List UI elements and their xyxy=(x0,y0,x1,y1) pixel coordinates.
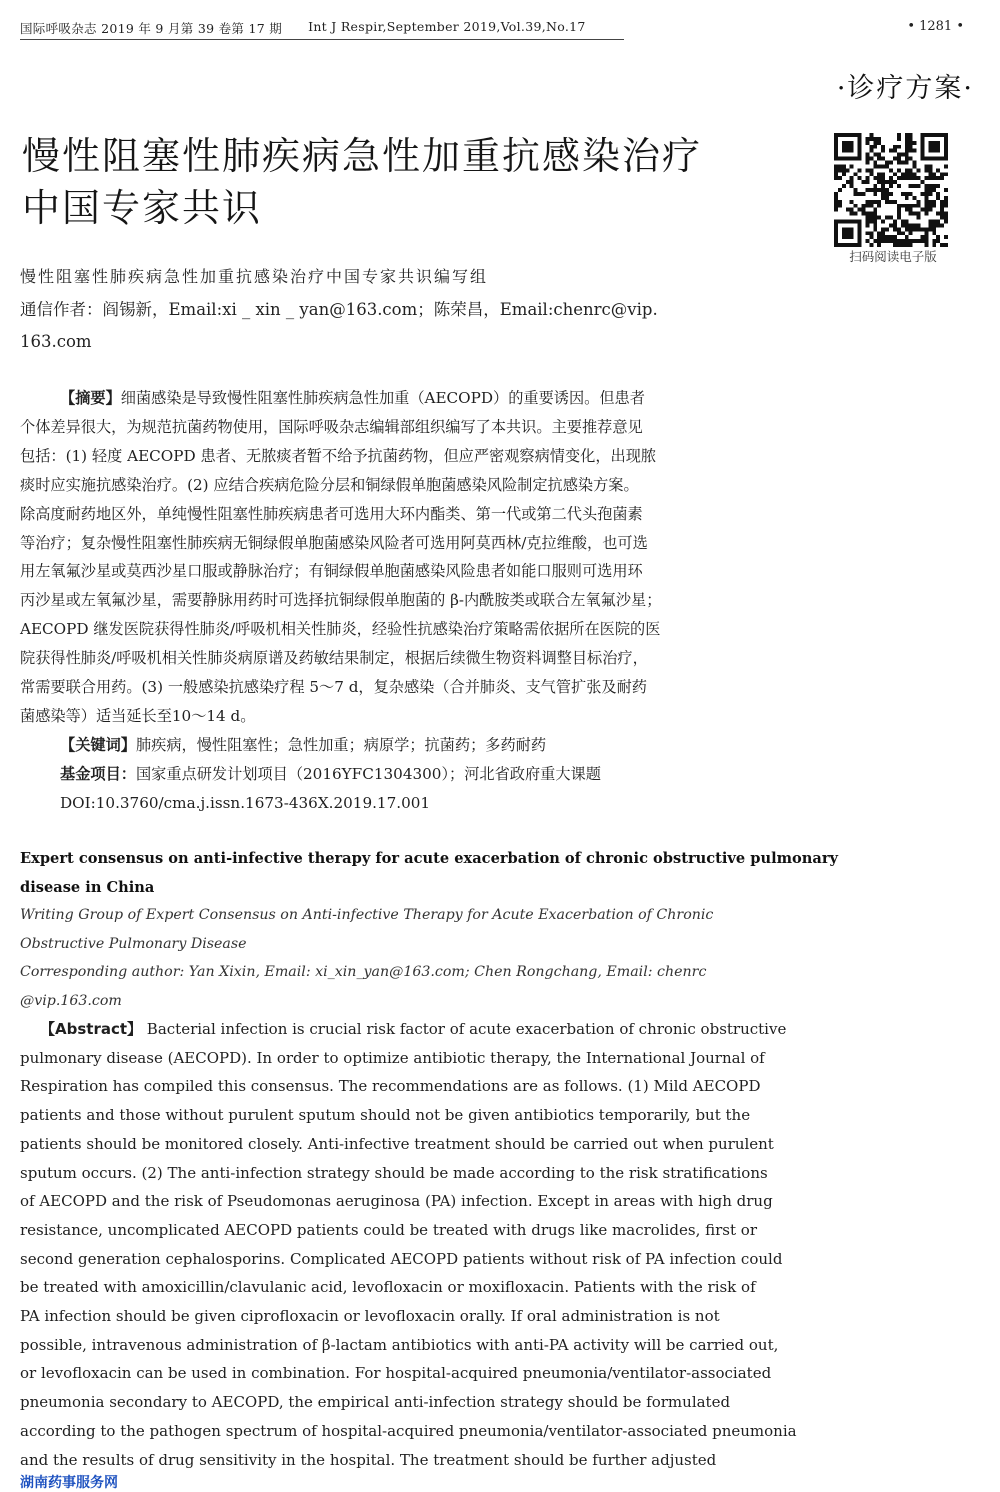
english-title xyxy=(20,844,839,902)
section-label: ·诊疗方案· xyxy=(836,73,974,104)
abstract-cn-line: 痰时应实施抗感染治疗。(2) 应结合疾病危险分层和铜绿假单胞菌感染风险制定抗感染方案。 xyxy=(20,475,639,494)
funding: 基金项目：国家重点研发计划项目（2016YFC1304300）；河北省政府重大课题 xyxy=(60,764,601,783)
title-line: 慢性阻塞性肺疾病急性加重抗感染治疗 xyxy=(22,134,703,178)
site-watermark: 湖南药事服务网 xyxy=(20,1475,118,1491)
author-group: 慢性阻塞性肺疾病急性加重抗感染治疗中国专家共识编写组 xyxy=(20,267,489,286)
abstract-en-line: and the results of drug sensitivity in the hospital. The treatment should be further adjusted xyxy=(20,1450,717,1469)
abstract-cn-line: 院获得性肺炎/呼吸机相关性肺炎病原谱及药敏结果制定，根据后续微生物资料调整目标治疗， xyxy=(20,649,648,668)
abstract-en-line: resistance, uncomplicated AECOPD patients could be treated with drugs like macrolides, first or xyxy=(20,1220,757,1239)
abstract-en-line: patients should be monitored closely. Anti-infective treatment should be carried out when purulent xyxy=(20,1134,774,1153)
english-group-line: Writing Group of Expert Consensus on Anti-infective Therapy for Acute Exacerbation of Chronic xyxy=(20,907,714,923)
abstract-cn-line: 丙沙星或左氧氟沙星，需要静脉用药时可选择抗铜绿假单胞菌的 β-内酰胺类或联合左氧氟沙星； xyxy=(20,591,662,610)
abstract-en-line: be treated with amoxicillin/clavulanic acid, levofloxacin or moxifloxacin. Patients with the risk of xyxy=(20,1278,756,1297)
journal-name-cn: 国际呼吸杂志 2019 年 9 月第 39 卷第 17 期 xyxy=(20,21,283,36)
abstract-cn-line: 等治疗；复杂慢性阻塞性肺疾病无铜绿假单胞菌感染风险者可选用阿莫西林/克拉维酸，也可选 xyxy=(20,533,648,552)
doi[interactable]: DOI:10.3760/cma.j.issn.1673-436X.2019.17.001 xyxy=(60,793,431,812)
qr-caption: 扫码阅读电子版 xyxy=(849,249,937,264)
english-corr-line: Corresponding author: Yan Xixin, Email: xi_xin_yan@163.com; Chen Rongchang, Email: chenrc xyxy=(20,964,707,981)
abstract-cn-line: 包括：(1) 轻度 AECOPD 患者、无脓痰者暂不给予抗菌药物，但应严密观察病情变化，出现脓 xyxy=(20,446,657,465)
abstract-en-line: possible, intravenous administration of β-lactam antibiotics with anti-PA activity will be carried out, xyxy=(20,1335,779,1354)
abstract-en-label: 【Abstract】 xyxy=(40,1020,143,1038)
article-title xyxy=(22,130,802,234)
funding-label: 基金项目： xyxy=(60,764,136,783)
abstract-en-line: according to the pathogen spectrum of hospital-acquired pneumonia/ventilator-associated pneumonia xyxy=(20,1421,797,1440)
page-number: • 1281 • xyxy=(907,19,964,34)
abstract-en-line: pulmonary disease (AECOPD). In order to optimize antibiotic therapy, the International Journal of xyxy=(20,1048,765,1067)
abstract-cn-line: AECOPD 继发医院获得性肺炎/呼吸机相关性肺炎，经验性抗感染治疗策略需依据所在医院的医 xyxy=(20,620,661,639)
english-title-line: Expert consensus on anti-infective therapy for acute exacerbation of chronic obstructive pulmonary xyxy=(20,850,839,867)
english-corr-line: @vip.163.com xyxy=(20,992,122,1009)
corresponding-authors xyxy=(20,294,780,358)
abstract-en-line: sputum occurs. (2) The anti-infection strategy should be made according to the risk stratifications xyxy=(20,1163,768,1182)
abstract-en xyxy=(20,1015,797,1474)
abstract-en-line: second generation cephalosporins. Complicated AECOPD patients without risk of PA infection could xyxy=(20,1249,783,1268)
journal-name-en: Int J Respir,September 2019,Vol.39,No.17 xyxy=(308,19,586,34)
abstract-en-line: or levofloxacin can be used in combination. For hospital-acquired pneumonia/ventilator-associated xyxy=(20,1364,772,1383)
abstract-cn-line: 个体差异很大，为规范抗菌药物使用，国际呼吸杂志编辑部组织编写了本共识。主要推荐意见 xyxy=(20,417,643,436)
keywords-label: 【关键词】 xyxy=(60,735,136,754)
corr-line: 通信作者：阎锡新，Email:xi _ xin _ yan@163.com；陈荣昌，Email:chenrc@vip. xyxy=(20,300,658,319)
abstract-en-line: of AECOPD and the risk of Pseudomonas aeruginosa (PA) infection. Except in areas with high drug xyxy=(20,1192,773,1211)
english-group-line: Obstructive Pulmonary Disease xyxy=(20,935,247,952)
abstract-cn-first-line: 【摘要】细菌感染是导致慢性阻塞性肺疾病急性加重（AECOPD）的重要诱因。但患者 xyxy=(60,389,645,407)
english-title-line: disease in China xyxy=(20,879,155,896)
abstract-en-line: Respiration has compiled this consensus. The recommendations are as follows. (1) Mild AECOPD xyxy=(20,1077,761,1096)
abstract-en-first-line: 【Abstract】 Bacterial infection is crucial risk factor of acute exacerbation of chronic obstructive xyxy=(40,1020,787,1038)
abstract-en-line: patients and those without purulent sputum should not be given antibiotics temporarily, but the xyxy=(20,1106,751,1125)
keywords: 【关键词】肺疾病，慢性阻塞性；急性加重；病原学；抗菌药；多药耐药 xyxy=(60,735,546,754)
abstract-cn-line: 常需要联合用药。(3) 一般感染抗感染疗程 5～7 d，复杂感染（合并肺炎、支气管扩张及耐药 xyxy=(20,678,647,697)
corr-line: 163.com xyxy=(20,332,92,351)
abstract-cn xyxy=(20,384,780,818)
abstract-cn-line: 用左氧氟沙星或莫西沙星口服或静脉治疗；有铜绿假单胞菌感染风险患者如能口服则可选用环 xyxy=(20,562,643,581)
abstract-cn-label: 【摘要】 xyxy=(60,389,121,407)
qr-code[interactable] xyxy=(834,133,948,247)
english-authors xyxy=(20,901,780,1015)
abstract-cn-line: 菌感染等）适当延长至10～14 d。 xyxy=(20,706,256,725)
abstract-en-line: pneumonia secondary to AECOPD, the empirical anti-infection strategy should be formulated xyxy=(20,1393,731,1412)
abstract-cn-line: 除高度耐药地区外，单纯慢性阻塞性肺疾病患者可选用大环内酯类、第一代或第二代头孢菌素 xyxy=(20,504,643,523)
running-head xyxy=(20,19,624,40)
abstract-en-line: PA infection should be given ciprofloxacin or levofloxacin orally. If oral administration is not xyxy=(20,1307,720,1326)
title-line: 中国专家共识 xyxy=(22,186,263,230)
